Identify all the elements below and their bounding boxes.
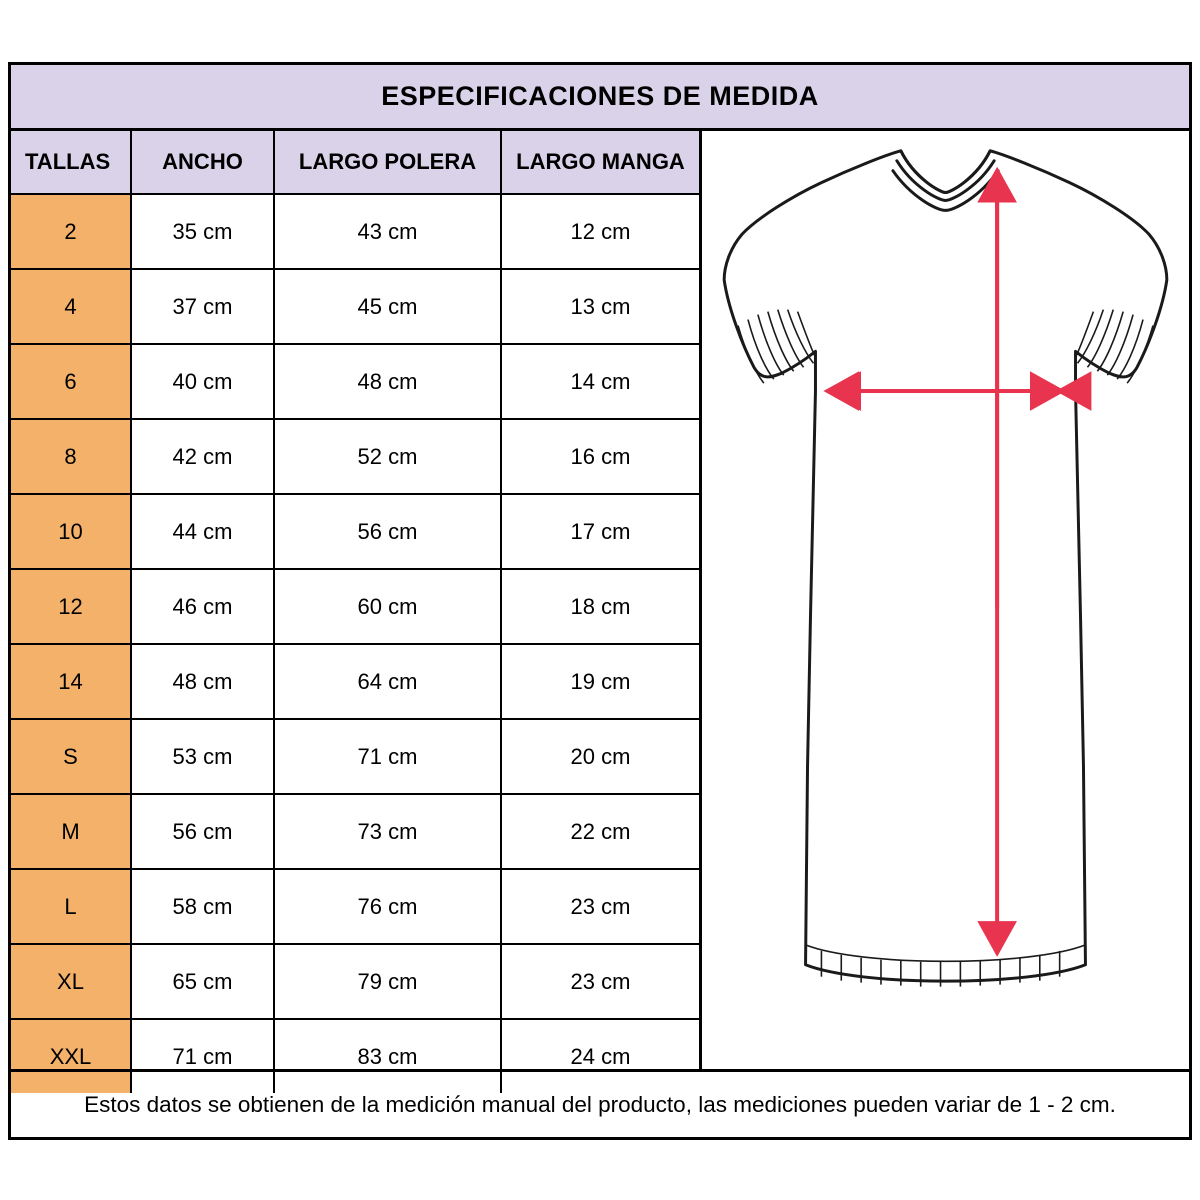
cell-ancho: 53 cm bbox=[131, 719, 274, 794]
cell-manga: 19 cm bbox=[501, 644, 699, 719]
cell-ancho: 58 cm bbox=[131, 869, 274, 944]
cell-ancho: 40 cm bbox=[131, 344, 274, 419]
cell-ancho: 56 cm bbox=[131, 794, 274, 869]
cell-largo: 48 cm bbox=[274, 344, 501, 419]
cell-ancho: 71 cm bbox=[131, 1019, 274, 1093]
table-row bbox=[11, 419, 699, 494]
sleeve-hem-right bbox=[1076, 310, 1153, 383]
measurements-table-container bbox=[11, 131, 702, 1069]
tshirt-diagram bbox=[702, 131, 1189, 1069]
cell-ancho: 37 cm bbox=[131, 269, 274, 344]
cell-size: 6 bbox=[11, 344, 131, 419]
cell-largo: 64 cm bbox=[274, 644, 501, 719]
cell-manga: 22 cm bbox=[501, 794, 699, 869]
measurements-table bbox=[11, 131, 699, 1093]
cell-size: S bbox=[11, 719, 131, 794]
cell-size: XL bbox=[11, 944, 131, 1019]
table-row bbox=[11, 869, 699, 944]
cell-largo: 60 cm bbox=[274, 569, 501, 644]
cell-largo: 79 cm bbox=[274, 944, 501, 1019]
cell-manga: 17 cm bbox=[501, 494, 699, 569]
table-row bbox=[11, 944, 699, 1019]
cell-manga: 16 cm bbox=[501, 419, 699, 494]
cell-largo: 73 cm bbox=[274, 794, 501, 869]
cell-manga: 18 cm bbox=[501, 569, 699, 644]
cell-ancho: 46 cm bbox=[131, 569, 274, 644]
cell-largo: 52 cm bbox=[274, 419, 501, 494]
cell-largo: 45 cm bbox=[274, 269, 501, 344]
chart-body bbox=[11, 131, 1189, 1069]
cell-ancho: 65 cm bbox=[131, 944, 274, 1019]
cell-largo: 43 cm bbox=[274, 194, 501, 269]
column-header-largo-polera: LARGO POLERA bbox=[274, 131, 501, 194]
column-header-ancho: ANCHO bbox=[131, 131, 274, 194]
size-chart-sheet bbox=[8, 62, 1192, 1140]
table-header-row bbox=[11, 131, 699, 194]
chart-title-bar bbox=[11, 65, 1189, 131]
cell-size: 8 bbox=[11, 419, 131, 494]
cell-largo: 56 cm bbox=[274, 494, 501, 569]
cell-size: 10 bbox=[11, 494, 131, 569]
table-row bbox=[11, 494, 699, 569]
cell-manga: 14 cm bbox=[501, 344, 699, 419]
cell-manga: 24 cm bbox=[501, 1019, 699, 1093]
cell-size: 14 bbox=[11, 644, 131, 719]
measurement-disclaimer: Estos datos se obtienen de la medición manual del producto, las mediciones pueden variar de 1 - 2 cm. bbox=[84, 1091, 1116, 1117]
cell-size: 12 bbox=[11, 569, 131, 644]
cell-largo: 71 cm bbox=[274, 719, 501, 794]
sleeve-hem-left bbox=[738, 310, 815, 383]
cell-size: XXL bbox=[11, 1019, 131, 1093]
column-header-largo-manga: LARGO MANGA bbox=[501, 131, 699, 194]
column-header-tallas: TALLAS bbox=[11, 131, 131, 194]
table-row bbox=[11, 269, 699, 344]
cell-manga: 23 cm bbox=[501, 944, 699, 1019]
cell-ancho: 44 cm bbox=[131, 494, 274, 569]
cell-size: 2 bbox=[11, 194, 131, 269]
cell-manga: 20 cm bbox=[501, 719, 699, 794]
tshirt-figure-panel bbox=[702, 131, 1189, 1069]
cell-ancho: 48 cm bbox=[131, 644, 274, 719]
cell-ancho: 35 cm bbox=[131, 194, 274, 269]
table-row bbox=[11, 569, 699, 644]
cell-manga: 23 cm bbox=[501, 869, 699, 944]
table-row bbox=[11, 344, 699, 419]
table-row bbox=[11, 644, 699, 719]
cell-size: 4 bbox=[11, 269, 131, 344]
cell-ancho: 42 cm bbox=[131, 419, 274, 494]
cell-largo: 76 cm bbox=[274, 869, 501, 944]
table-row bbox=[11, 794, 699, 869]
cell-size: M bbox=[11, 794, 131, 869]
table-row bbox=[11, 194, 699, 269]
table-row bbox=[11, 719, 699, 794]
cell-manga: 13 cm bbox=[501, 269, 699, 344]
footer-note-bar bbox=[11, 1069, 1189, 1137]
page-title: ESPECIFICACIONES DE MEDIDA bbox=[381, 81, 819, 111]
cell-largo: 83 cm bbox=[274, 1019, 501, 1093]
cell-size: L bbox=[11, 869, 131, 944]
cell-manga: 12 cm bbox=[501, 194, 699, 269]
